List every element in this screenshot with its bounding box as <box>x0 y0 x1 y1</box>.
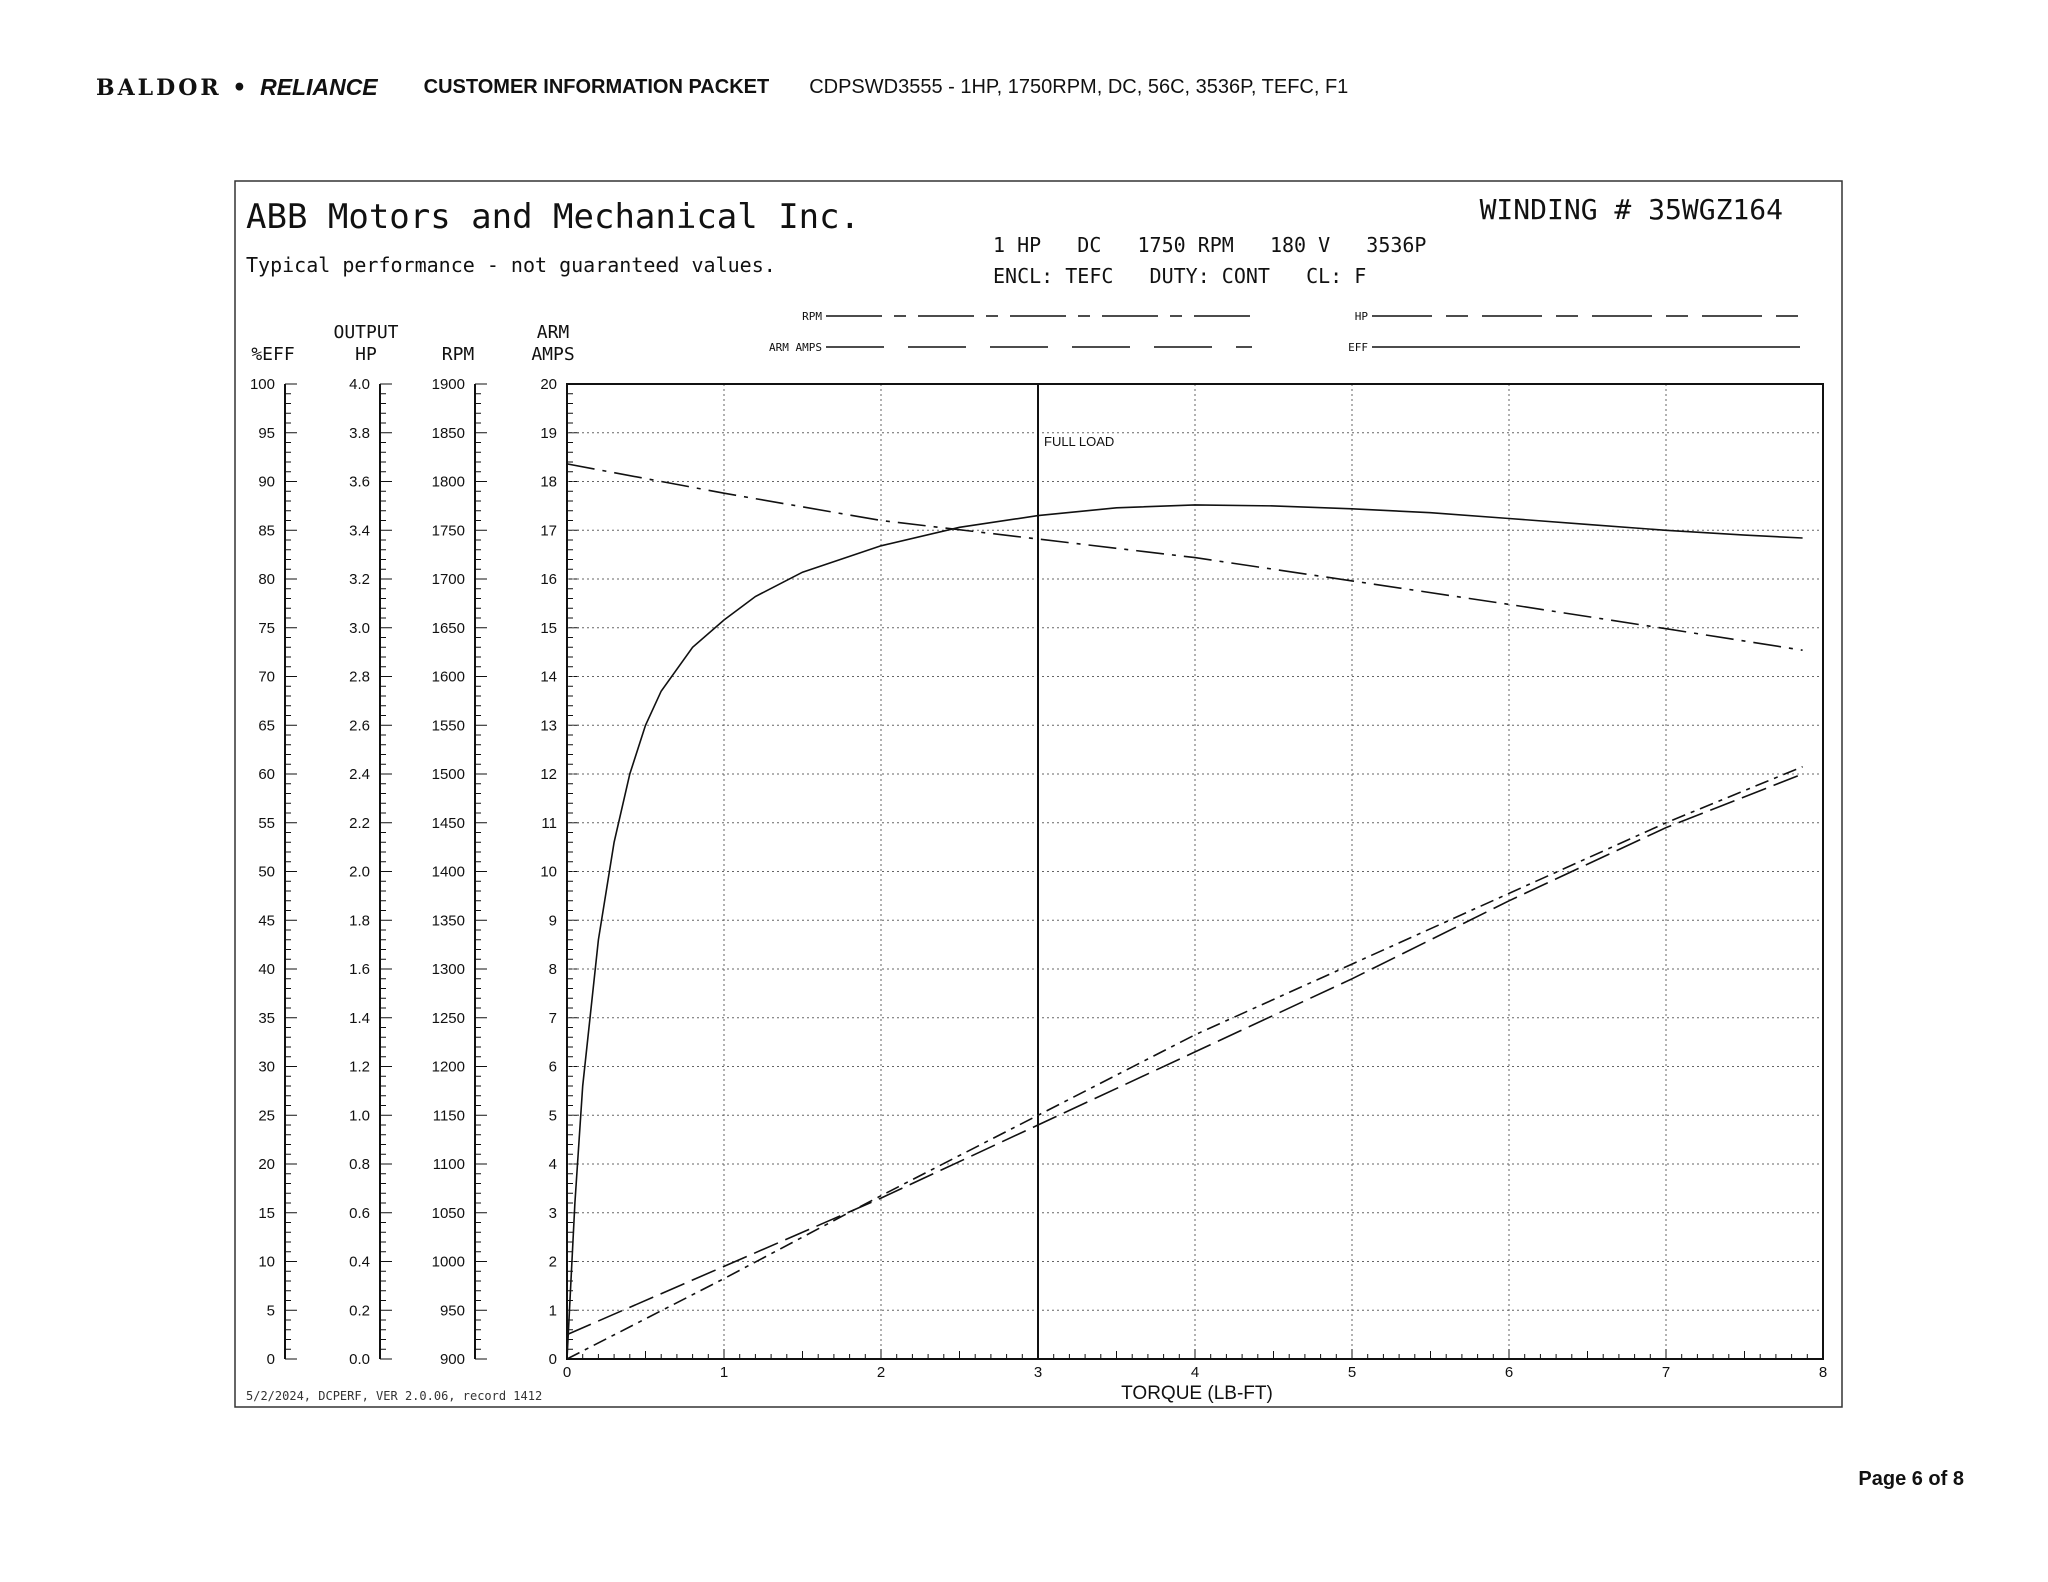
scale-label-amps: 13 <box>540 717 557 735</box>
scale-label-rpm: 1250 <box>431 1009 465 1027</box>
scale-label-hp: 0.6 <box>349 1204 370 1222</box>
scale-label-eff: 10 <box>258 1253 275 1271</box>
scale-label-rpm: 1450 <box>431 814 465 832</box>
page-number: Page 6 of 8 <box>1858 1468 1964 1490</box>
scale-label-rpm: 1550 <box>431 717 465 735</box>
scale-label-eff: 50 <box>258 863 275 881</box>
scale-label-hp: 3.6 <box>349 473 370 491</box>
x-tick-label: 8 <box>1818 1364 1828 1381</box>
scale-label-hp: 3.4 <box>349 522 370 540</box>
company-name: ABB Motors and Mechanical Inc. <box>246 197 861 237</box>
scale-header-hp: OUTPUT <box>333 322 399 343</box>
scale-label-rpm: 1400 <box>431 863 465 881</box>
scale-label-hp: 3.2 <box>349 571 370 588</box>
legend-label: RPM <box>802 310 822 323</box>
scale-label-rpm: 1300 <box>431 961 465 978</box>
scale-label-rpm: 1850 <box>431 424 465 442</box>
motor-spec-line2: ENCL: TEFC DUTY: CONT CL: F <box>993 264 1367 288</box>
x-tick-label: 4 <box>1190 1364 1200 1381</box>
scale-label-eff: 70 <box>258 668 275 686</box>
x-tick-label: 6 <box>1504 1364 1514 1381</box>
scale-label-amps: 14 <box>540 668 557 686</box>
scale-label-hp: 1.6 <box>349 961 370 978</box>
x-axis-title: TORQUE (LB-FT) <box>1121 1383 1273 1404</box>
record-footer: 5/2/2024, DCPERF, VER 2.0.06, record 1412 <box>246 1389 543 1403</box>
scale-label-amps: 8 <box>548 961 557 978</box>
scale-label-amps: 10 <box>540 863 557 881</box>
scale-label-hp: 4.0 <box>349 376 370 393</box>
x-tick-label: 1 <box>719 1364 729 1381</box>
scale-label-rpm: 1050 <box>431 1204 465 1222</box>
scale-label-eff: 40 <box>258 961 275 978</box>
motor-spec-line1: 1 HP DC 1750 RPM 180 V 3536P <box>993 233 1427 257</box>
x-tick-label: 5 <box>1347 1364 1357 1381</box>
scale-label-amps: 11 <box>541 814 557 832</box>
legend-label: EFF <box>1348 341 1368 354</box>
scale-label-hp: 1.8 <box>349 912 370 930</box>
logo-separator: • <box>232 74 250 101</box>
logo-baldor: BALDOR <box>96 74 222 101</box>
scale-label-hp: 0.4 <box>349 1253 370 1271</box>
scale-label-eff: 85 <box>258 522 275 540</box>
scale-label-hp: 2.8 <box>349 668 370 686</box>
scale-label-eff: 20 <box>258 1156 275 1173</box>
x-tick-label: 2 <box>876 1364 886 1381</box>
scale-label-amps: 19 <box>540 424 557 442</box>
scale-label-eff: 35 <box>258 1009 275 1027</box>
scale-label-rpm: 1750 <box>431 522 465 540</box>
scale-label-eff: 25 <box>258 1107 275 1125</box>
scale-label-amps: 6 <box>548 1058 557 1076</box>
scale-label-rpm: 1800 <box>431 473 465 491</box>
scale-label-rpm: 1200 <box>431 1058 465 1076</box>
scale-label-eff: 45 <box>258 912 275 930</box>
scale-label-eff: 75 <box>258 619 275 637</box>
scale-header-hp: HP <box>355 344 377 365</box>
scale-label-amps: 17 <box>540 522 557 540</box>
scale-label-eff: 0 <box>266 1351 275 1368</box>
legend-label: ARM AMPS <box>769 341 822 354</box>
scale-label-rpm: 1350 <box>431 912 465 930</box>
x-tick-label: 7 <box>1661 1364 1671 1381</box>
scale-label-eff: 100 <box>249 376 275 393</box>
scale-label-amps: 18 <box>540 473 557 491</box>
scale-label-eff: 95 <box>258 424 275 442</box>
scale-label-hp: 2.4 <box>349 766 370 783</box>
x-tick-label: 0 <box>562 1364 572 1381</box>
scale-label-amps: 1 <box>548 1302 557 1320</box>
scale-label-amps: 16 <box>540 571 557 588</box>
scale-label-hp: 0.8 <box>349 1156 370 1173</box>
scale-header-amps: ARM <box>536 322 570 343</box>
scale-label-amps: 3 <box>548 1204 557 1222</box>
scale-label-hp: 3.0 <box>349 619 370 637</box>
scale-label-hp: 0.0 <box>349 1351 370 1368</box>
scale-label-eff: 5 <box>266 1302 275 1320</box>
scale-label-rpm: 1600 <box>431 668 465 686</box>
scale-label-amps: 0 <box>548 1351 557 1368</box>
legend-label: HP <box>1354 310 1368 323</box>
scale-label-amps: 5 <box>548 1107 557 1125</box>
scale-label-hp: 2.2 <box>349 814 370 832</box>
scale-label-rpm: 1100 <box>432 1156 465 1173</box>
scale-label-amps: 20 <box>540 376 557 393</box>
logo-reliance: RELIANCE <box>260 73 378 100</box>
scale-label-hp: 1.4 <box>349 1009 370 1027</box>
scale-label-amps: 15 <box>540 619 557 637</box>
scale-label-rpm: 1150 <box>432 1107 465 1125</box>
packet-title: CUSTOMER INFORMATION PACKET <box>423 75 770 98</box>
scale-label-amps: 4 <box>548 1156 557 1173</box>
scale-label-eff: 60 <box>258 766 275 783</box>
scale-header-eff: %EFF <box>251 344 295 365</box>
scale-label-rpm: 950 <box>439 1302 465 1320</box>
scale-label-eff: 65 <box>258 717 275 735</box>
scale-label-hp: 1.2 <box>349 1058 370 1076</box>
scale-label-eff: 55 <box>258 814 275 832</box>
disclaimer-text: Typical performance - not guaranteed values. <box>246 253 776 277</box>
scale-label-eff: 90 <box>258 473 275 491</box>
scale-label-rpm: 1650 <box>431 619 465 637</box>
scale-label-eff: 15 <box>258 1204 275 1222</box>
scale-label-rpm: 1700 <box>431 571 465 588</box>
scale-label-hp: 0.2 <box>349 1302 370 1320</box>
scale-label-hp: 2.0 <box>349 863 370 881</box>
scale-label-amps: 7 <box>548 1009 557 1027</box>
scale-label-amps: 2 <box>548 1253 557 1271</box>
scale-label-hp: 1.0 <box>349 1107 370 1125</box>
scale-label-eff: 30 <box>258 1058 275 1076</box>
scale-header-rpm: RPM <box>441 344 475 365</box>
scale-label-hp: 2.6 <box>349 717 370 735</box>
winding-number: WINDING # 35WGZ164 <box>1479 193 1783 226</box>
scale-label-hp: 3.8 <box>349 424 370 442</box>
scale-label-amps: 12 <box>540 766 557 783</box>
scale-label-rpm: 1000 <box>431 1253 465 1271</box>
scale-label-eff: 80 <box>258 571 275 588</box>
x-tick-label: 3 <box>1033 1364 1043 1381</box>
product-description: CDPSWD3555 - 1HP, 1750RPM, DC, 56C, 3536P, TEFC, F1 <box>809 75 1349 98</box>
scale-label-rpm: 1500 <box>431 766 465 783</box>
scale-label-amps: 9 <box>548 912 557 930</box>
full-load-label: FULL LOAD <box>1044 434 1115 449</box>
scale-label-rpm: 1900 <box>431 376 465 393</box>
scale-header-amps: AMPS <box>531 344 575 365</box>
scale-label-rpm: 900 <box>439 1351 465 1368</box>
